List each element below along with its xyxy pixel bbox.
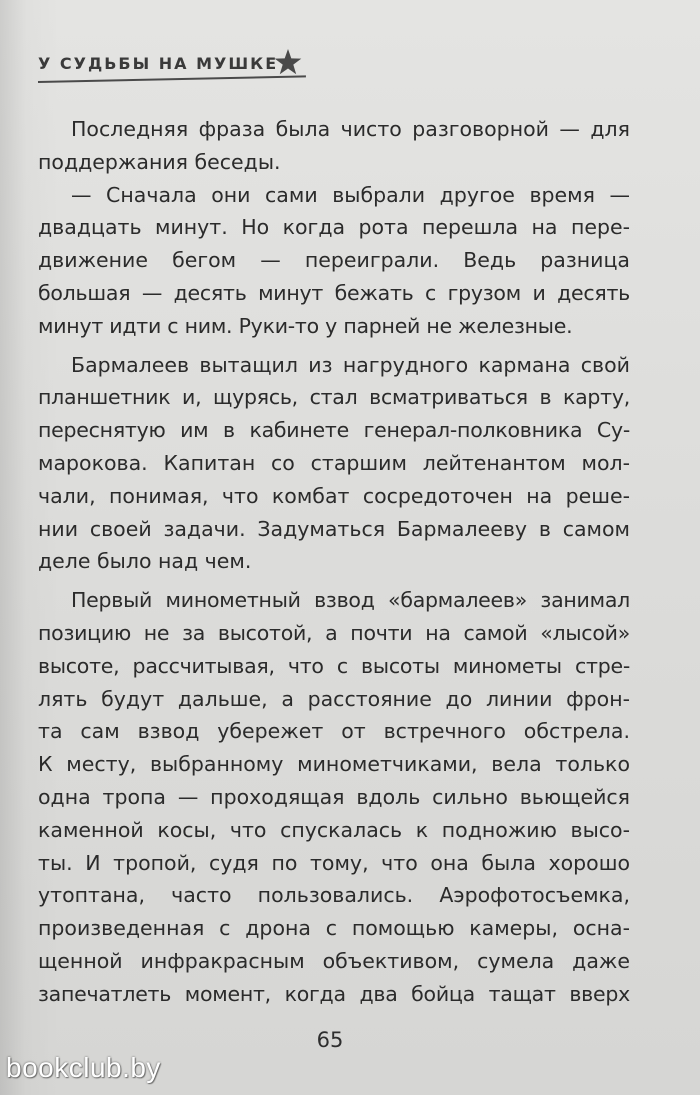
star-icon xyxy=(274,48,302,76)
text-line: нии своей задачи. Задуматься Бармалееву в самом xyxy=(38,516,630,541)
paragraph xyxy=(38,179,630,343)
watermark: bookclub.by xyxy=(6,1052,161,1083)
text-line: высоте, рассчитывая, что с высоты минометы стре- xyxy=(38,653,630,678)
text-line: Последняя фраза была чисто разговорной — для xyxy=(71,117,630,141)
text-line: — Сначала они сами выбрали другое время — xyxy=(71,182,630,207)
paragraph xyxy=(38,113,630,179)
running-title: У СУДЬБЫ НА МУШКЕ xyxy=(38,54,279,73)
text-line: К месту, выбранному минометчиками, вела только xyxy=(38,752,630,777)
text-line: одна тропа — проходящая вдоль сильно вьющейся xyxy=(38,784,630,809)
text-line: чали, понимая, что комбат сосредоточен на реше- xyxy=(38,483,630,508)
page-number: 65 xyxy=(316,1028,344,1052)
text-line: марокова. Капитан со старшим лейтенантом мол- xyxy=(38,450,630,475)
text-line: позицию не за высотой, а почти на самой «лысой» xyxy=(38,620,630,645)
text-line: двадцать минут. Но когда рота перешла на пере- xyxy=(38,215,630,240)
text-line: утоптана, часто пользовались. Аэрофотосъемка, xyxy=(38,883,630,908)
text-line: минут идти с ним. Руки-то у парней не железные. xyxy=(38,313,573,338)
text-line: произведенная с дрона с помощью камеры, осна- xyxy=(38,916,630,941)
text-body xyxy=(38,113,630,1011)
text-line: щенной инфракрасным объективом, сумела даже xyxy=(38,948,630,973)
text-line: переснятую им в кабинете генерал-полковника Су- xyxy=(38,418,630,443)
text-line: планшетник и, щурясь, стал всматриваться в карту, xyxy=(38,385,630,410)
paragraph xyxy=(38,584,630,1010)
text-line: каменной косы, что спускалась к подножию высо- xyxy=(38,817,630,842)
text-line: запечатлеть момент, когда два бойца тащат вверх xyxy=(38,981,630,1006)
paragraph xyxy=(38,349,630,579)
text-line: Бармалеев вытащил из нагрудного кармана свой xyxy=(71,352,630,377)
header-rule xyxy=(38,75,306,83)
text-line: та сам взвод убережет от встречного обстрела. xyxy=(38,719,630,744)
text-line: ты. И тропой, судя по тому, что она была хорошо xyxy=(38,850,630,875)
text-line: большая — десять минут бежать с грузом и десять xyxy=(38,280,630,305)
text-line: лять будут дальше, а расстояние до линии фрон- xyxy=(38,686,630,711)
text-line: поддержания беседы. xyxy=(38,149,281,174)
text-line: Первый минометный взвод «бармалеев» занимал xyxy=(71,588,630,613)
text-line: движение бегом — переиграли. Ведь разница xyxy=(38,248,630,273)
running-head xyxy=(38,48,338,88)
text-line: деле было над чем. xyxy=(38,549,252,574)
